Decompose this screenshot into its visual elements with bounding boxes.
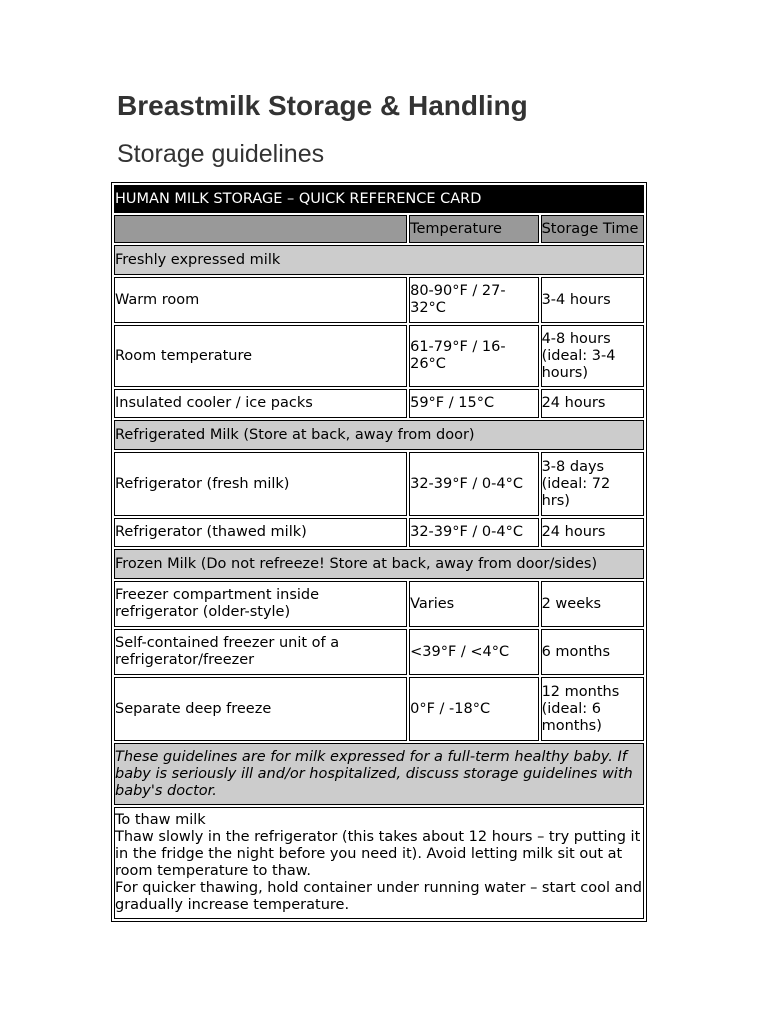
page-subtitle: Storage guidelines [117,140,325,168]
quick-reference-card [111,182,647,922]
table-row [114,629,644,675]
header-temperature: Temperature [409,215,538,243]
section-heading-frozen: Frozen Milk (Do not refreeze! Store at back, away from door/sides) [114,549,644,579]
section-heading-row [114,549,644,579]
thaw-line-1: Thaw slowly in the refrigerator (this takes about 12 hours – try putting it in the fridge the night before you need it). Avoid letting milk sit out at room temperature to thaw. [115,829,641,879]
temperature-cell: 80-90°F / 27-32°C [409,277,538,323]
section-heading-row [114,245,644,275]
table-row [114,677,644,741]
temperature-cell: Varies [409,581,538,627]
table-row [114,452,644,516]
location-cell: Refrigerator (fresh milk) [114,452,407,516]
location-cell: Warm room [114,277,407,323]
storage-time-cell: 24 hours [541,389,644,418]
temperature-cell: <39°F / <4°C [409,629,538,675]
storage-time-cell: 3-4 hours [541,277,644,323]
storage-time-cell: 24 hours [541,518,644,547]
table-row [114,325,644,387]
section-heading-row [114,420,644,450]
thaw-heading: To thaw milk [115,812,206,828]
location-cell: Self-contained freezer unit of a refrigerator/freezer [114,629,407,675]
storage-time-cell: 4-8 hours (ideal: 3-4 hours) [541,325,644,387]
temperature-cell: 61-79°F / 16-26°C [409,325,538,387]
storage-time-cell: 2 weeks [541,581,644,627]
table-row [114,581,644,627]
thaw-line-2: For quicker thawing, hold container under running water – start cool and gradually increase temperature. [115,880,642,913]
storage-time-cell: 12 months (ideal: 6 months) [541,677,644,741]
card-title: HUMAN MILK STORAGE – QUICK REFERENCE CARD [114,185,644,213]
location-cell: Refrigerator (thawed milk) [114,518,407,547]
page-title: Breastmilk Storage & Handling [117,90,528,121]
section-heading-fresh: Freshly expressed milk [114,245,644,275]
location-cell: Freezer compartment inside refrigerator (older-style) [114,581,407,627]
table-row [114,277,644,323]
table-row [114,389,644,418]
location-cell: Insulated cooler / ice packs [114,389,407,418]
location-cell: Separate deep freeze [114,677,407,741]
temperature-cell: 32-39°F / 0-4°C [409,452,538,516]
temperature-cell: 0°F / -18°C [409,677,538,741]
temperature-cell: 59°F / 15°C [409,389,538,418]
header-storage-time: Storage Time [541,215,644,243]
thaw-instructions [114,807,644,919]
location-cell: Room temperature [114,325,407,387]
temperature-cell: 32-39°F / 0-4°C [409,518,538,547]
table-row [114,518,644,547]
storage-time-cell: 6 months [541,629,644,675]
storage-time-cell: 3-8 days (ideal: 72 hrs) [541,452,644,516]
guidelines-note: These guidelines are for milk expressed for a full-term healthy baby. If baby is seriously ill and/or hospitalized, discuss storage guidelines with baby's doctor. [114,743,644,805]
header-row [114,215,644,243]
header-blank [114,215,407,243]
section-heading-refrigerated: Refrigerated Milk (Store at back, away from door) [114,420,644,450]
